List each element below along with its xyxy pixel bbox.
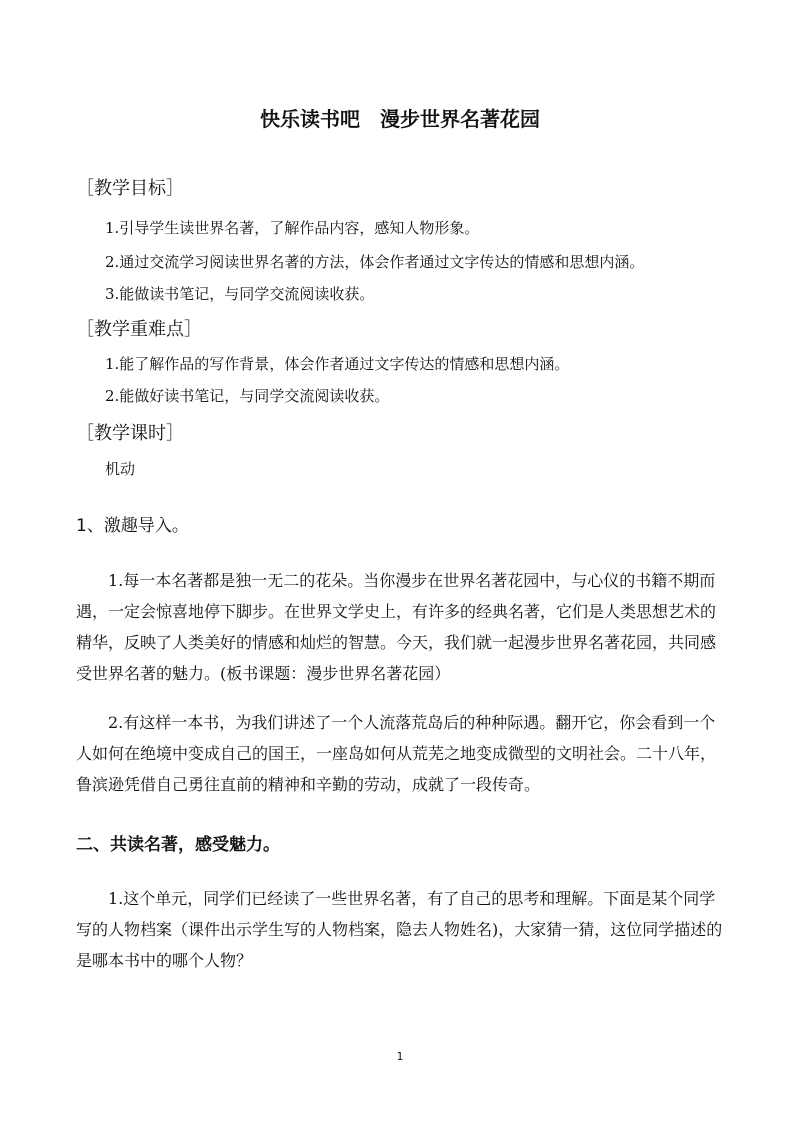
key-point-item-1: 1.能了解作品的写作背景，体会作者通过文字传达的情感和思想内涵。 (105, 355, 570, 373)
page-title: 快乐读书吧 漫步世界名著花园 (260, 107, 540, 131)
paragraph-line: 鲁滨逊凭借自己勇往直前的精神和辛勤的劳动，成就了一段传奇。 (76, 775, 541, 794)
paragraph-line: 是哪本书中的哪个人物？ (76, 951, 253, 970)
paragraph-line: 写的人物档案（课件出示学生写的人物档案，隐去人物姓名)，大家猜一猜，这位同学描述的 (76, 920, 723, 939)
hours-value: 机动 (105, 460, 136, 478)
paragraph-line: 1.每一本名著都是独一无二的花朵。当你漫步在世界名著花园中，与心仪的书籍不期而 (76, 571, 716, 590)
paragraph-line: 人如何在绝境中变成自己的国王，一座岛如何从荒芜之地变成微型的文明社会。二十八年， (76, 744, 717, 763)
page-number: 1 (396, 1050, 404, 1063)
paragraph-line: 精华，反映了人类美好的情感和灿烂的智慧。今天，我们就一起漫步世界名著花园，共同感 (76, 633, 717, 652)
section-heading-goals: ［教学目标］ (76, 178, 184, 199)
key-point-item-2: 2.能做好读书笔记，与同学交流阅读收获。 (105, 387, 390, 405)
goal-item-1: 1.引导学生读世界名著，了解作品内容，感知人物形象。 (105, 219, 480, 237)
paragraph-line: 1.这个单元，同学们已经读了一些世界名著，有了自己的思考和理解。下面是某个同学 (76, 889, 716, 908)
part2-paragraph-1 (76, 883, 726, 976)
goal-item-3: 3.能做读书笔记，与同学交流阅读收获。 (105, 285, 375, 303)
part1-heading: 1、激趣导入。 (76, 516, 189, 536)
section-heading-key-points: ［教学重难点］ (76, 319, 202, 340)
paragraph-line: 2.有这样一本书，为我们讲述了一个人流落荒岛后的种种际遇。翻开它，你会看到一个 (76, 713, 716, 732)
paragraph-line: 遇，一定会惊喜地停下脚步。在世界文学史上，有许多的经典名著，它们是人类思想艺术的 (76, 602, 717, 621)
section-heading-hours: ［教学课时］ (76, 423, 184, 444)
part1-paragraph-1 (76, 565, 726, 689)
goal-item-2: 2.通过交流学习阅读世界名著的方法，体会作者通过文字传达的情感和思想内涵。 (105, 253, 645, 271)
part1-paragraph-2 (76, 707, 726, 800)
part2-heading: 二、共读名著，感受魅力。 (76, 835, 280, 855)
paragraph-line: 受世界名著的魅力。(板书课题：漫步世界名著花园） (76, 664, 451, 683)
